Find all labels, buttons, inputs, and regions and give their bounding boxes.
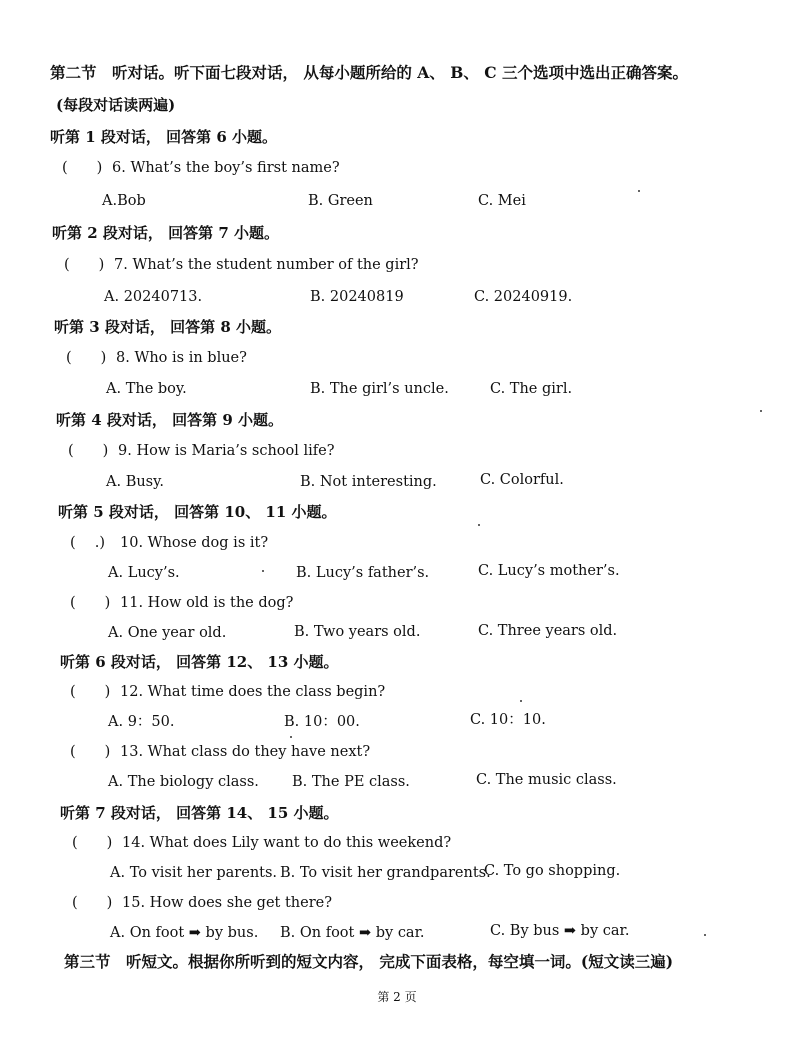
option-c: C. Colorful. — [480, 472, 564, 488]
question-text: 10. Whose dog is it? — [120, 535, 269, 551]
question-13 — [70, 743, 370, 761]
option-c: C. The music class. — [476, 772, 617, 788]
option-b: B. The PE class. — [292, 774, 410, 790]
option-a: A. Busy. — [106, 474, 164, 490]
page-number: 第 2 页 — [377, 990, 417, 1004]
question-7 — [64, 256, 419, 274]
question-6 — [62, 159, 340, 177]
option-b: B. The girl’s uncle. — [310, 381, 449, 397]
question-text: 6. What’s the boy’s first name? — [112, 160, 340, 176]
option-b: B. Two years old. — [294, 624, 421, 640]
option-b: B. 10：00. — [284, 714, 360, 730]
option-c: C. By bus ➡ by car. — [490, 923, 630, 939]
question-9 — [68, 442, 335, 460]
option-a: A. The biology class. — [108, 774, 259, 790]
option-a: A. The boy. — [106, 381, 187, 397]
question-15 — [72, 894, 332, 912]
option-a: A. 20240713. — [104, 289, 203, 305]
scan-speck — [262, 570, 264, 572]
option-a: A. Lucy’s. — [108, 565, 180, 581]
answer-blank[interactable]: ( ) — [72, 835, 113, 851]
question-text: 15. How does she get there? — [122, 895, 333, 911]
dialog-7-intro: 听第 7 段对话， 回答第 14、 15 小题。 — [60, 804, 339, 822]
scan-speck — [704, 934, 706, 936]
answer-blank[interactable]: ( ) — [70, 684, 111, 700]
question-text: 8. Who is in blue? — [116, 350, 247, 366]
option-b: B. Lucy’s father’s. — [296, 565, 430, 581]
answer-blank[interactable]: ( ) — [68, 443, 109, 459]
option-c: C. 20240919. — [474, 289, 573, 305]
answer-blank[interactable]: ( ) — [70, 595, 111, 611]
question-14 — [72, 834, 451, 852]
scan-speck — [520, 700, 522, 702]
question-10 — [70, 534, 268, 552]
option-a: A. On foot ➡ by bus. — [110, 925, 259, 941]
question-text: 7. What’s the student number of the girl? — [114, 257, 419, 273]
question-11 — [70, 594, 293, 612]
question-12 — [70, 683, 385, 701]
dialog-3-intro: 听第 3 段对话， 回答第 8 小题。 — [54, 318, 281, 336]
answer-blank[interactable]: ( ) — [66, 350, 107, 366]
option-c: C. 10：10. — [470, 712, 546, 728]
scan-speck — [760, 410, 762, 412]
option-b: B. Not interesting. — [300, 474, 437, 490]
question-8 — [66, 349, 247, 367]
question-text: 9. How is Maria’s school life? — [118, 443, 335, 459]
answer-blank[interactable]: ( ) — [70, 744, 111, 760]
scan-speck — [290, 736, 292, 738]
option-c: C. The girl. — [490, 381, 573, 397]
answer-blank[interactable]: ( ) — [62, 160, 103, 176]
scan-speck — [638, 190, 640, 192]
section3-title: 第三节 听短文。根据你所听到的短文内容， 完成下面表格，每空填一词。(短文读三遍) — [64, 952, 674, 971]
answer-blank[interactable]: ( ) — [64, 257, 105, 273]
option-b: B. To visit her grandparents. — [280, 865, 491, 881]
option-c: C. Lucy’s mother’s. — [478, 563, 620, 579]
dialog-6-intro: 听第 6 段对话， 回答第 12、 13 小题。 — [60, 653, 339, 671]
section2-note: (每段对话读两遍) — [56, 96, 176, 114]
question-text: 13. What class do they have next? — [120, 744, 371, 760]
dialog-1-intro: 听第 1 段对话， 回答第 6 小题。 — [50, 128, 277, 146]
dialog-2-intro: 听第 2 段对话， 回答第 7 小题。 — [52, 224, 279, 242]
dialog-5-intro: 听第 5 段对话， 回答第 10、 11 小题。 — [58, 503, 337, 521]
option-b: B. 20240819 — [310, 289, 404, 305]
option-a: A. One year old. — [108, 625, 227, 641]
option-a: A. To visit her parents. — [110, 865, 278, 881]
question-text: 12. What time does the class begin? — [120, 684, 386, 700]
scan-speck — [478, 524, 480, 526]
option-b: B. On foot ➡ by car. — [280, 925, 425, 941]
option-c: C. Mei — [478, 193, 526, 209]
dialog-4-intro: 听第 4 段对话， 回答第 9 小题。 — [56, 411, 283, 429]
section2-title: 第二节 听对话。听下面七段对话， 从每小题所给的 A、 B、 C 三个选项中选出正确答案。 — [50, 63, 688, 82]
option-a: A.Bob — [102, 193, 146, 209]
option-c: C. Three years old. — [478, 623, 618, 639]
question-text: 14. What does Lily want to do this weekend? — [122, 835, 452, 851]
answer-blank[interactable]: ( .) — [70, 535, 106, 551]
option-b: B. Green — [308, 193, 373, 209]
answer-blank[interactable]: ( ) — [72, 895, 113, 911]
option-a: A. 9：50. — [108, 714, 175, 730]
option-c: C. To go shopping. — [484, 863, 621, 879]
question-text: 11. How old is the dog? — [120, 595, 294, 611]
